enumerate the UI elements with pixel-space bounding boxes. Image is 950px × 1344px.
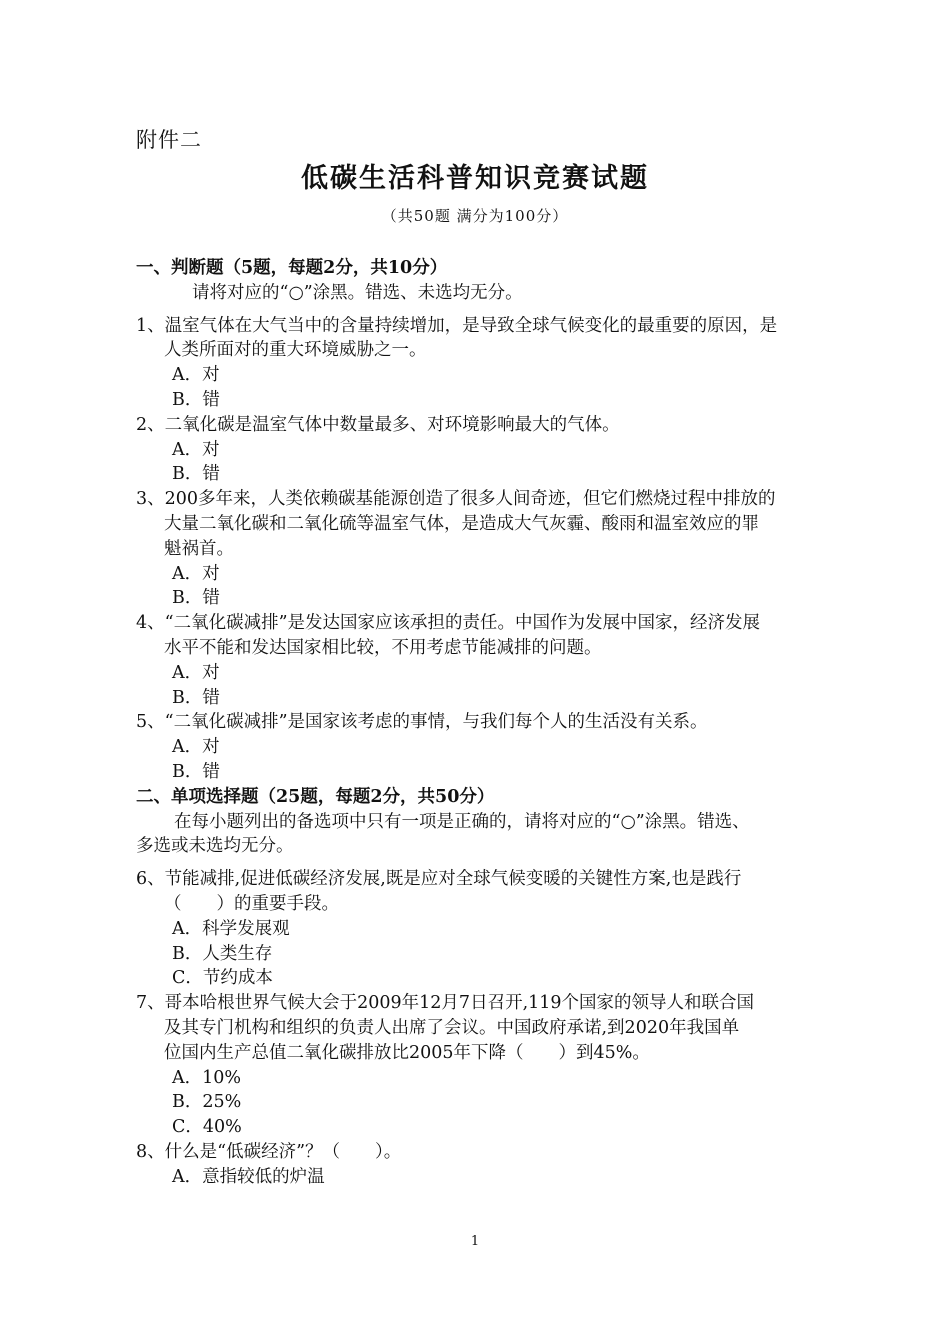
question-4-text-cont: 水平不能和发达国家相比较，不用考虑节能减排的问题。 <box>164 637 602 658</box>
section-instruction: 在每小题列出的备选项中只有一项是正确的，请将对应的“○”涂黑。错选、 <box>174 811 750 832</box>
question-7-option-a: A．10% <box>172 1067 242 1088</box>
question-3-text: 3、200多年来，人类依赖碳基能源创造了很多人间奇迹，但它们燃烧过程中排放的 <box>136 489 776 510</box>
question-7-text-cont: 及其专门机构和组织的负责人出席了会议。中国政府承诺,到2020年我国单 <box>164 1017 740 1038</box>
exam-content <box>136 256 826 1189</box>
question-1-option-b: B．错 <box>172 389 220 410</box>
attachment-label: 附件二 <box>136 128 202 152</box>
question-5-option-b: B．错 <box>172 761 220 782</box>
page-number: 1 <box>470 1234 480 1249</box>
question-6-text: 6、节能减排,促进低碳经济发展,既是应对全球气候变暖的关键性方案,也是践行 <box>136 869 742 890</box>
question-4-option-a: A．对 <box>172 662 220 683</box>
question-2-option-a: A．对 <box>172 439 220 460</box>
question-3-text-cont: 魁祸首。 <box>164 538 234 559</box>
question-4-option-b: B．错 <box>172 687 220 708</box>
question-6-option-b: B．人类生存 <box>172 943 273 964</box>
question-5-text: 5、“二氧化碳减排”是国家该考虑的事情，与我们每个人的生活没有关系。 <box>136 712 708 733</box>
question-3-text-cont: 大量二氧化碳和二氧化硫等温室气体，是造成大气灰霾、酸雨和温室效应的罪 <box>164 513 759 534</box>
question-7-option-b: B．25% <box>172 1092 242 1113</box>
question-6-option-c: C．节约成本 <box>172 968 273 989</box>
question-8-option-a: A．意指较低的炉温 <box>172 1166 325 1187</box>
question-4-text: 4、“二氧化碳减排”是发达国家应该承担的责任。中国作为发展中国家，经济发展 <box>136 613 761 634</box>
question-6-option-a: A．科学发展观 <box>172 918 290 939</box>
question-2-option-b: B．错 <box>172 464 220 485</box>
question-2-text: 2、二氧化碳是温室气体中数量最多、对环境影响最大的气体。 <box>136 414 620 435</box>
question-6-text-cont: （ ）的重要手段。 <box>164 893 339 914</box>
question-3-option-b: B．错 <box>172 588 220 609</box>
page-subtitle: （共50题 满分为100分） <box>381 207 569 225</box>
section-heading-true-false: 一、判断题（5题，每题2分，共10分） <box>136 258 448 278</box>
page-title: 低碳生活科普知识竞赛试题 <box>301 163 649 194</box>
question-3-option-a: A．对 <box>172 563 220 584</box>
question-1-text-cont: 人类所面对的重大环境威胁之一。 <box>164 340 427 361</box>
question-7-text-cont: 位国内生产总值二氧化碳排放比2005年下降（ ）到45%。 <box>164 1042 650 1063</box>
section-heading-single-choice: 二、单项选择题（25题，每题2分，共50分） <box>136 786 495 807</box>
question-1-text: 1、温室气体在大气当中的含量持续增加，是导致全球气候变化的最重要的原因，是 <box>136 315 778 336</box>
question-5-option-a: A．对 <box>172 737 220 758</box>
question-7-option-c: C．40% <box>172 1117 242 1138</box>
section-instruction: 请将对应的“○”涂黑。错选、未选均无分。 <box>192 282 523 303</box>
question-1-option-a: A．对 <box>172 365 220 386</box>
question-7-text: 7、哥本哈根世界气候大会于2009年12月7日召开,119个国家的领导人和联合国 <box>136 993 755 1014</box>
question-8-text: 8、什么是“低碳经济”？（ ）。 <box>136 1141 402 1162</box>
section-instruction-cont: 多选或未选均无分。 <box>136 836 294 857</box>
